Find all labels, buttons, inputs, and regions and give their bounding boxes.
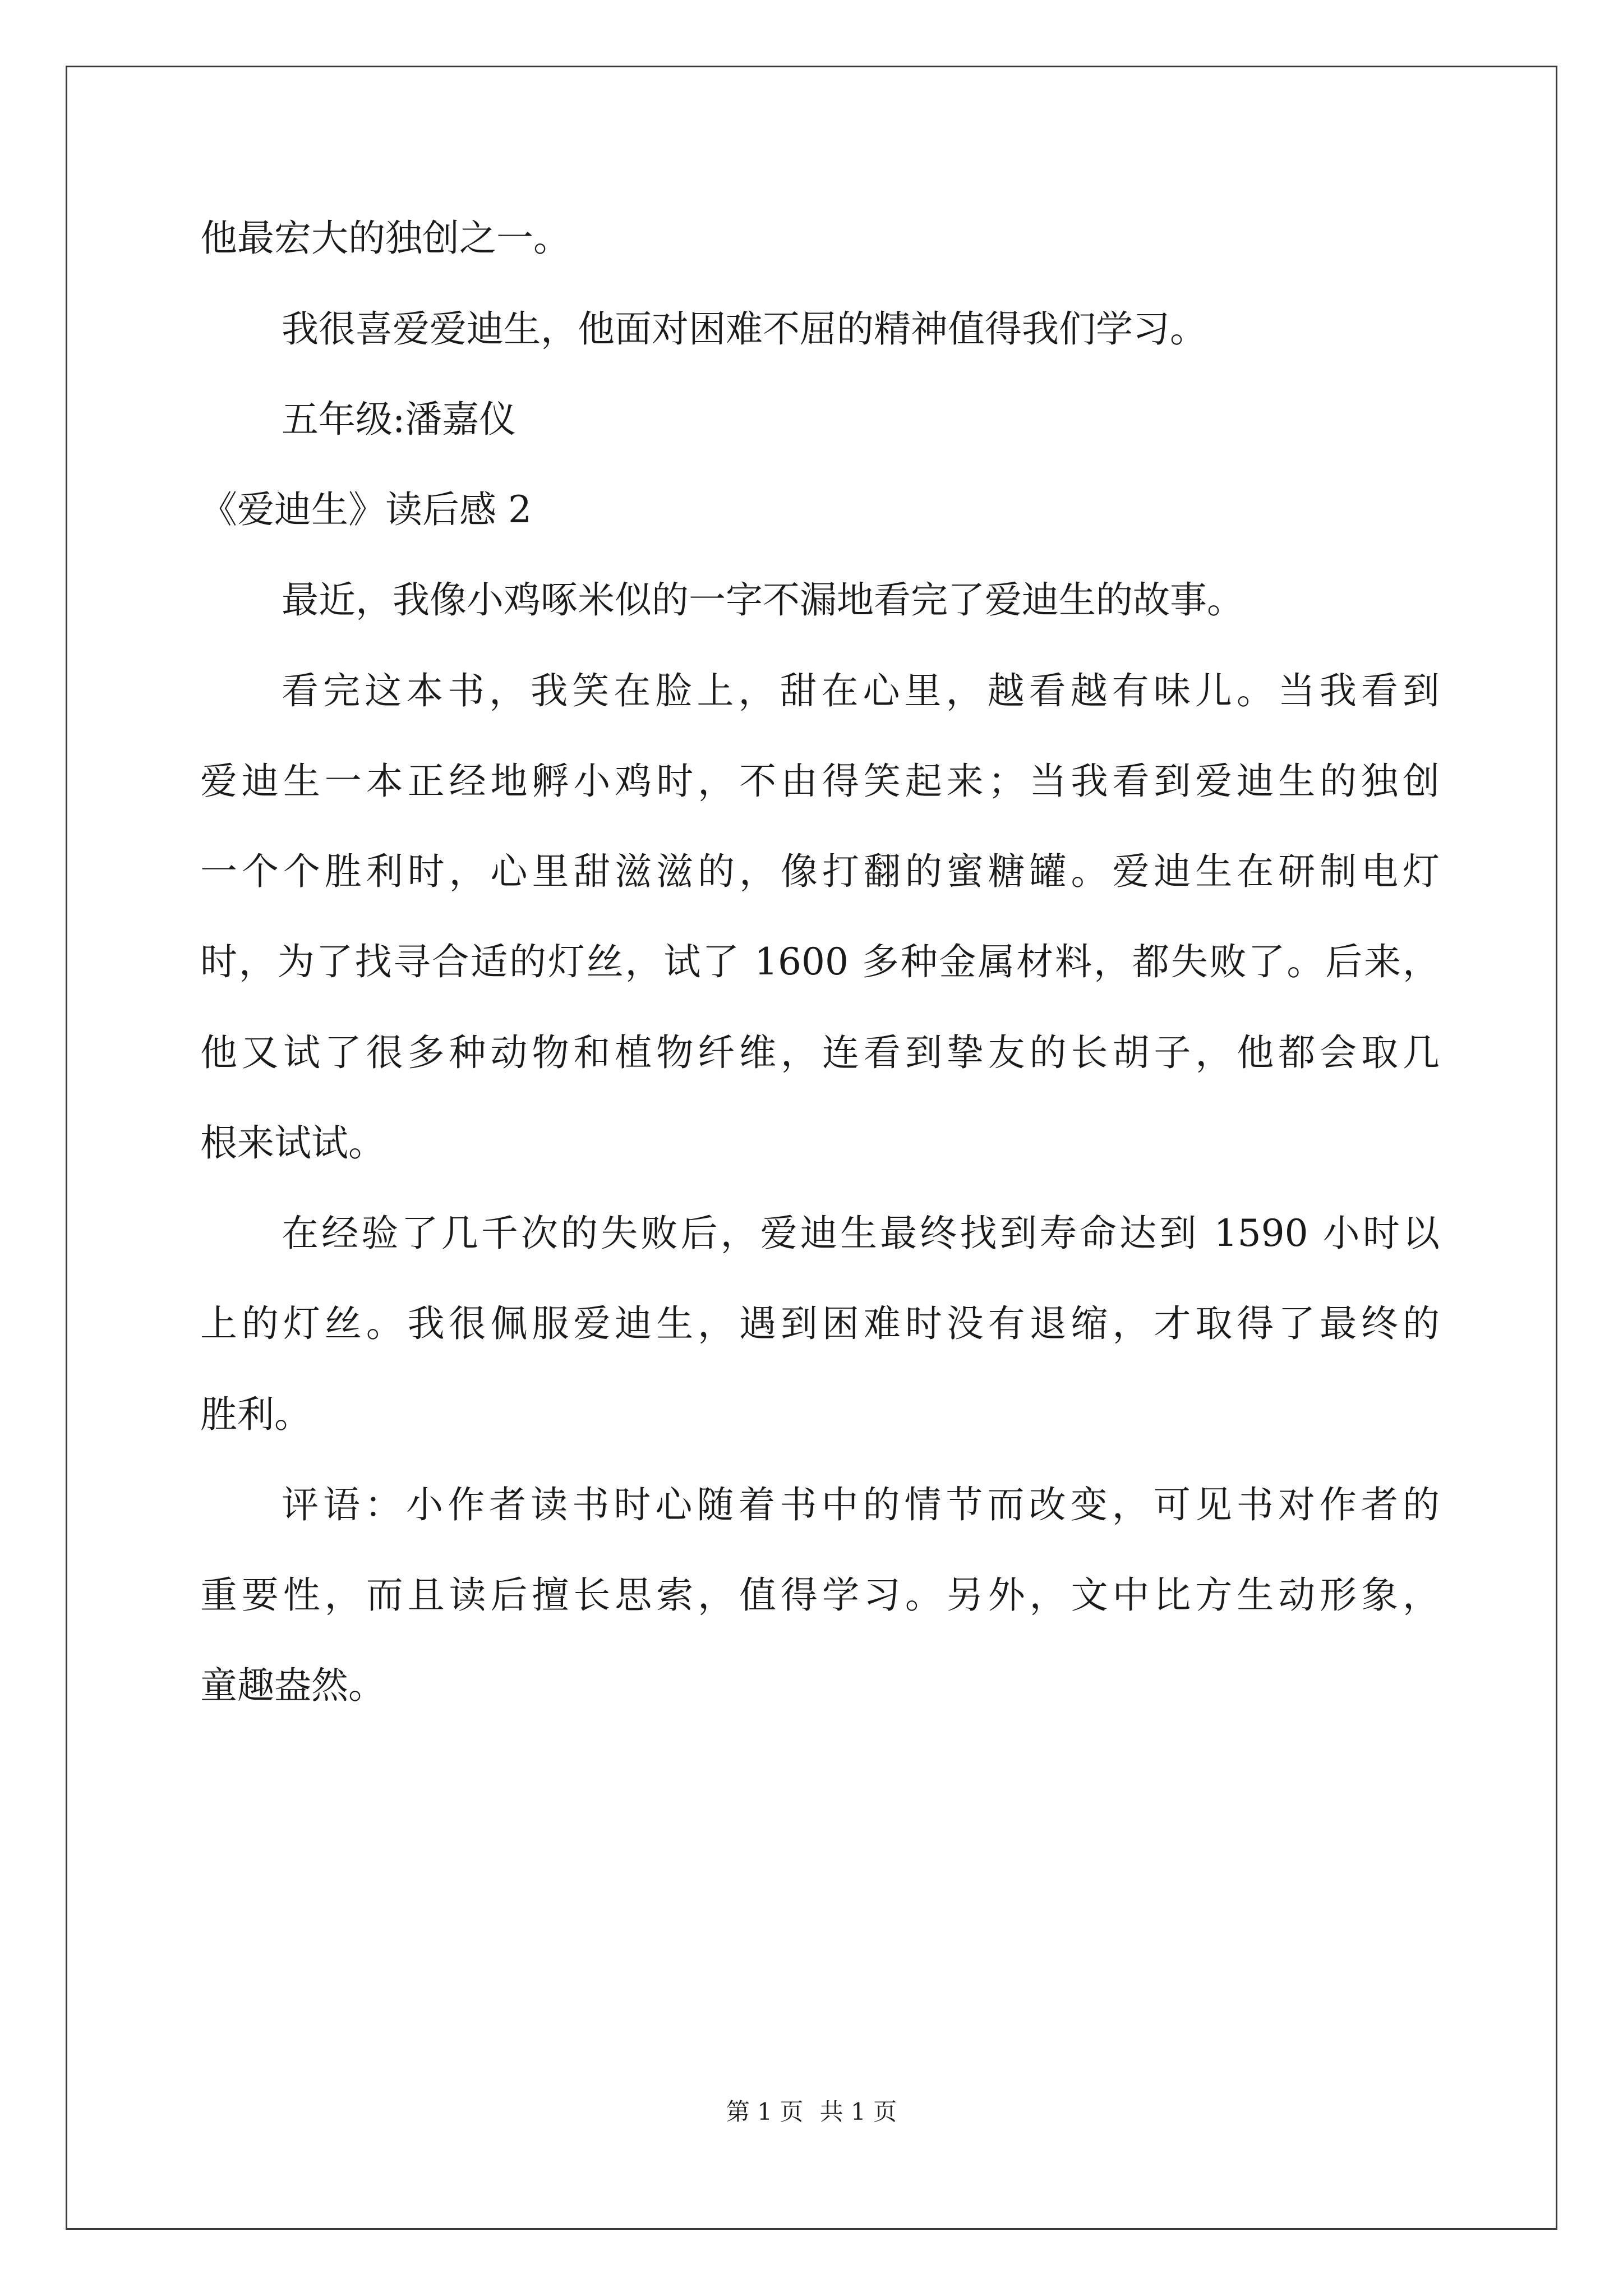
paragraph-line: 我很喜爱爱迪生，他面对困难不屈的精神值得我们学习。 bbox=[282, 307, 1207, 351]
paragraph-line: 他又试了很多种动物和植物纤维，连看到挚友的长胡子，他都会取几 bbox=[200, 1031, 1440, 1074]
paragraph-line: 爱迪生一本正经地孵小鸡时，不由得笑起来；当我看到爱迪生的独创 bbox=[200, 760, 1440, 803]
page-number: 第 1 页 bbox=[726, 2098, 804, 2125]
comment-line: 评语：小作者读书时心随着书中的情节而改变，可见书对作者的 bbox=[282, 1483, 1440, 1526]
paragraph-line: 胜利。 bbox=[200, 1393, 311, 1436]
paragraph-line: 时，为了找寻合适的灯丝，试了 1600 多种金属材料，都失败了。后来， bbox=[200, 940, 1440, 983]
section-title: 《爱迪生》读后感 2 bbox=[200, 488, 532, 531]
comment-line: 童趣盎然。 bbox=[200, 1664, 385, 1707]
paragraph-line: 上的灯丝。我很佩服爱迪生，遇到困难时没有退缩，才取得了最终的 bbox=[200, 1302, 1440, 1345]
page-total: 共 1 页 bbox=[819, 2098, 897, 2125]
author-line: 五年级:潘嘉仪 bbox=[282, 398, 517, 441]
paragraph-line: 他最宏大的独创之一。 bbox=[200, 217, 570, 260]
paragraph-line: 根来试试。 bbox=[200, 1121, 385, 1165]
page-footer bbox=[0, 2095, 1623, 2129]
paragraph-line: 看完这本书，我笑在脸上，甜在心里，越看越有味儿。当我看到 bbox=[282, 669, 1440, 712]
paragraph-line: 最近，我像小鸡啄米似的一字不漏地看完了爱迪生的故事。 bbox=[282, 578, 1244, 622]
paragraph-line: 在经验了几千次的失败后，爱迪生最终找到寿命达到 1590 小时以 bbox=[282, 1212, 1440, 1255]
paragraph-line: 一个个胜利时，心里甜滋滋的，像打翻的蜜糖罐。爱迪生在研制电灯 bbox=[200, 850, 1440, 893]
comment-line: 重要性，而且读后擅长思索，值得学习。另外，文中比方生动形象， bbox=[200, 1573, 1440, 1617]
